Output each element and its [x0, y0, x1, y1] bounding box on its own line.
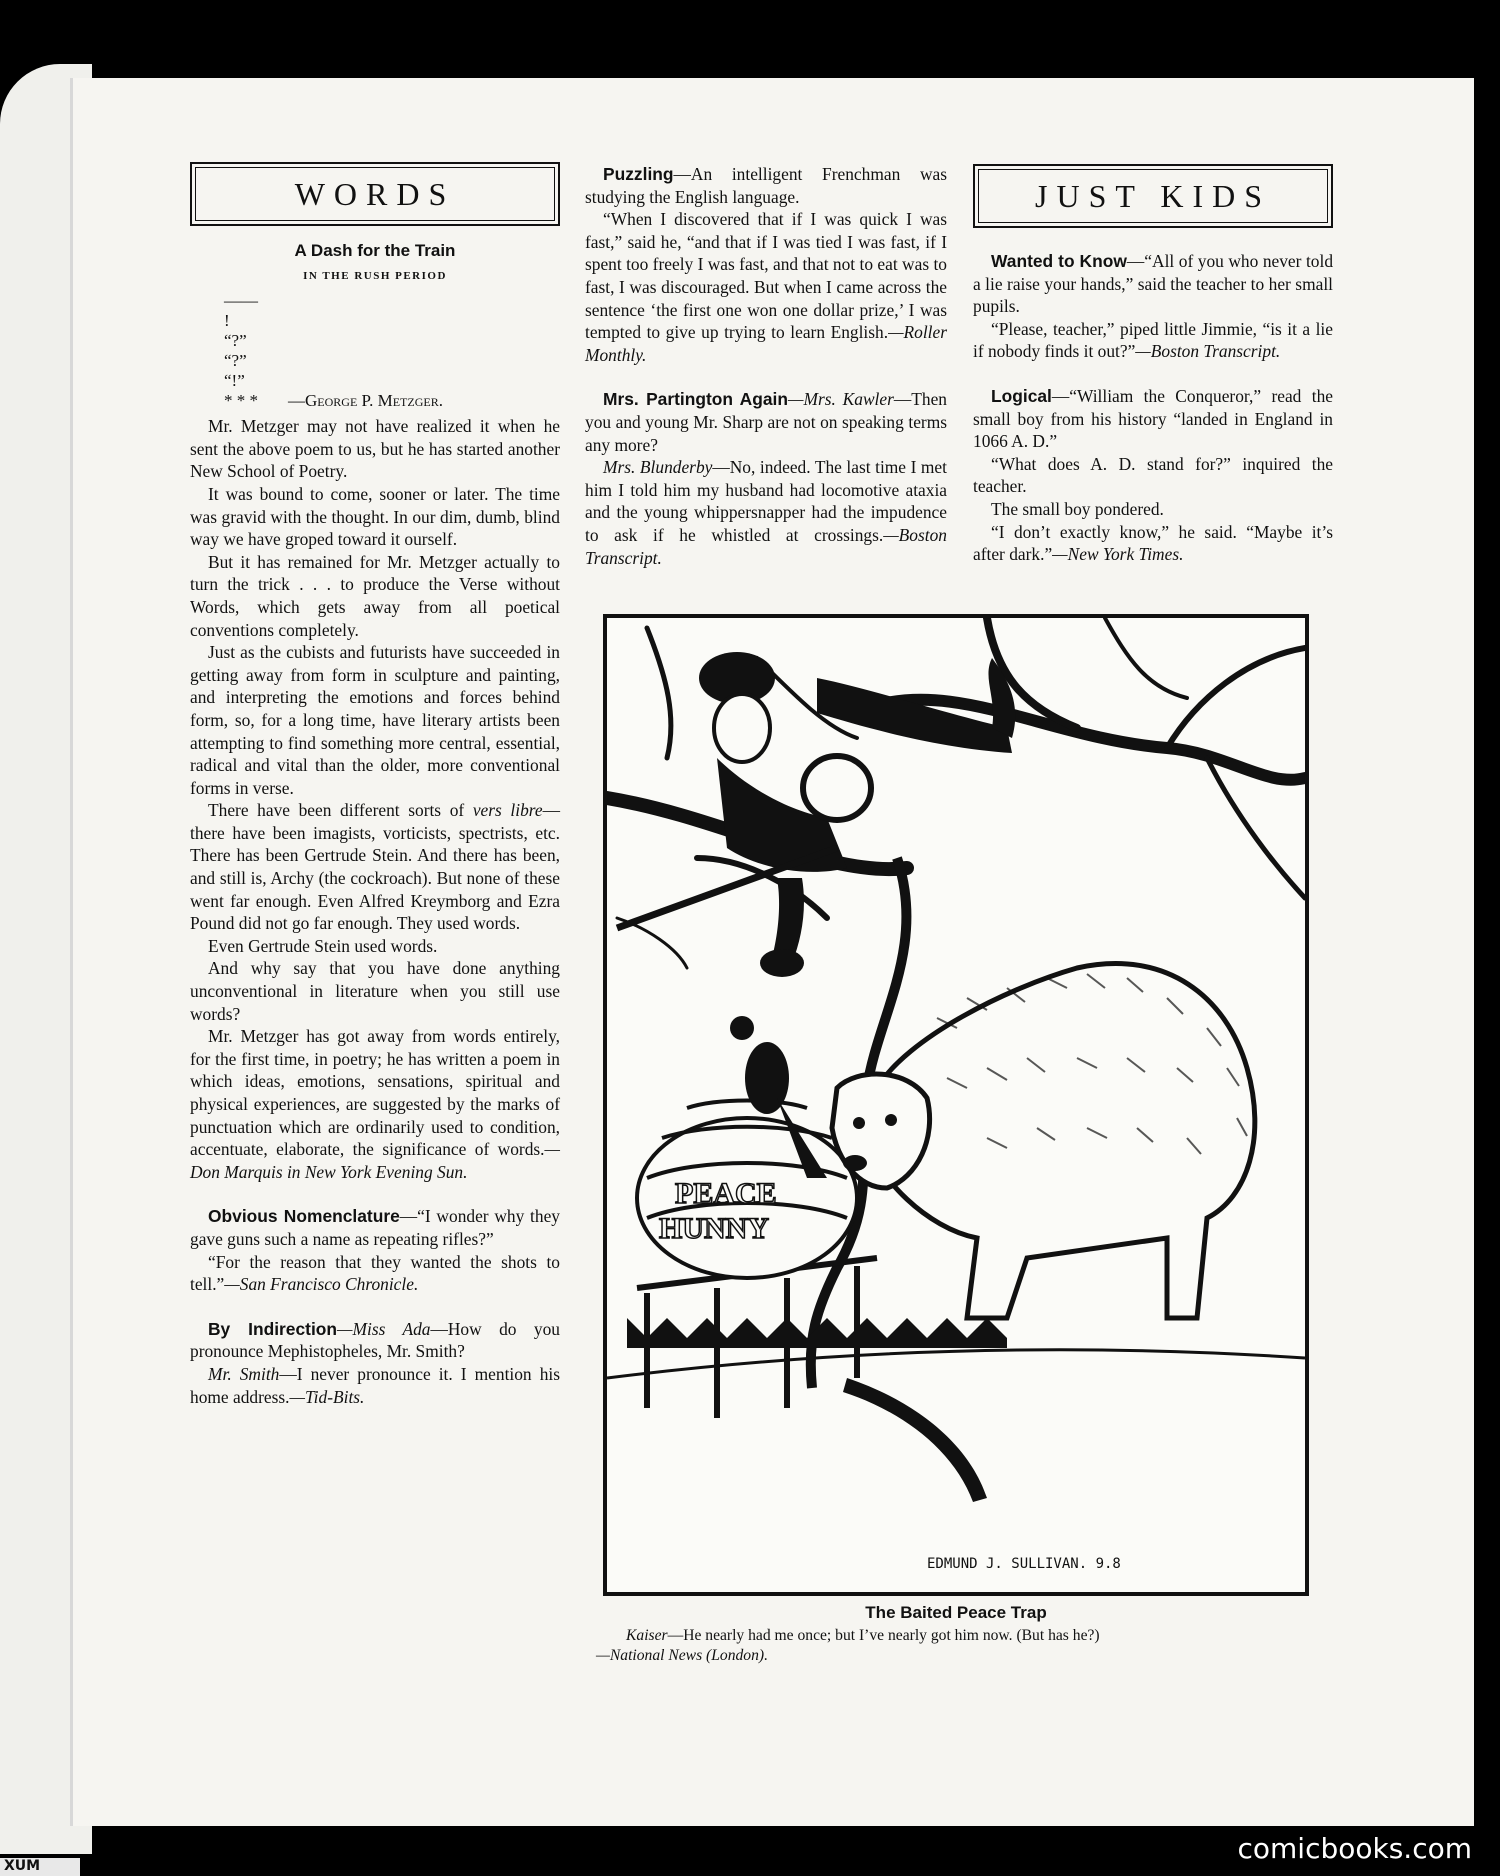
paragraph — [585, 388, 947, 456]
source-credit: —Roller Monthly. — [585, 322, 947, 365]
hive-text-peace: PEACE — [675, 1177, 777, 1210]
poem-line: “?” — [224, 351, 247, 371]
source-credit: —Don Marquis in New York Evening Sun. — [190, 1139, 560, 1182]
item-title: Obvious Nomenclature — [208, 1206, 400, 1227]
cartoon-drawing — [607, 618, 1305, 1592]
text-span: “When I discovered that if I was quick I was fast,” said he, “and that if I was tied I was fast, if I spent too freely I was fast, and that not to eat was to fast, I was discouraged. But when I came across the sentence ‘the first one won one dollar prize,’ I was tempted to give up trying to learn English. — [585, 209, 947, 343]
cartoon-caption — [596, 1626, 1316, 1666]
text-span: Mr. Metzger has got away from words entirely, for the first time, in poetry; he has written a poem in which ideas, emotions, sensations, spiritual and physical experiences, are suggested by the marks of punctuation which are ordinarily used to condition, accentuate, elaborate, the significance of words. — [190, 1026, 560, 1160]
cartoon-caption-title: The Baited Peace Trap — [865, 1603, 1047, 1622]
paragraph — [190, 1205, 560, 1250]
text-span: —Then you and young Mr. Sharp are not on speaking terms any more? — [585, 389, 947, 455]
text-span: —I never pronounce it. I mention his home address. — [190, 1363, 560, 1407]
poem-line: —— — [224, 291, 258, 311]
paragraph — [585, 163, 947, 208]
speaker: Mrs. Blunderby — [603, 457, 713, 478]
article-title: A Dash for the Train — [294, 241, 456, 260]
speaker: —Miss Ada — [337, 1318, 431, 1339]
source-credit: —San Francisco Chronicle. — [224, 1274, 419, 1295]
corner-label: XUM — [0, 1858, 80, 1876]
middle-column — [585, 163, 947, 569]
text-span: “For the reason that they wanted the shots to tell.” — [190, 1251, 560, 1295]
text-span: —there have been imagists, vorticists, spectrists, etc. There has been Gertrude Stein. And there has been, and still is, Archy (the cockroach). But none of these went far enough. Even Alfred Kreymborg and Ezra Pound did not go far enough. They used words. — [190, 800, 560, 934]
text-span: —An intelligent Frenchman was studying the English language. — [585, 164, 947, 207]
paragraph: And why say that you have done anything unconventional in literature when you still use words? — [190, 958, 560, 1024]
words-header-box — [190, 162, 560, 226]
watermark: comicbooks.com — [1237, 1832, 1472, 1865]
caption-speaker: Kaiser — [626, 1627, 668, 1644]
speaker: —Mrs. Kawler — [788, 389, 894, 410]
source-credit: —New York Times. — [1052, 544, 1184, 565]
paragraph — [190, 1363, 560, 1408]
paragraph: Mr. Metzger may not have realized it when he sent the above poem to us, but he has started another New School of Poetry. — [190, 416, 560, 482]
paragraph: Just as the cubists and futurists have succeeded in getting away from form in sculpture and painting, and interpreting the emotions and forces behind form, so, for a long time, have literary artists been attempting to find something more central, essential, radical and vital than the older, more conventional forms in verse. — [190, 642, 560, 798]
item-title: By Indirection — [208, 1318, 338, 1339]
article-kicker: IN THE RUSH PERIOD — [303, 269, 447, 282]
paragraph — [973, 250, 1333, 318]
paragraph — [585, 456, 947, 569]
text-span: —“I wonder why they gave guns such a name as repeating rifles?” — [190, 1206, 560, 1249]
caption-source: —National News (London). — [596, 1647, 768, 1664]
text-span: “Please, teacher,” piped little Jimmie, “is it a lie if nobody finds it out?” — [973, 318, 1333, 362]
text-span-italic: vers libre — [472, 800, 543, 821]
text-span: —No, indeed. The last time I met him I told him my husband had locomotive ataxia and the young whippersnapper had the impudence to ask if he whistled at crossings. — [585, 457, 947, 545]
item-title: Wanted to Know — [991, 251, 1127, 271]
paragraph — [190, 1318, 560, 1363]
item-title: Puzzling — [603, 164, 674, 184]
just-kids-header: JUST KIDS — [978, 169, 1328, 223]
poem-line: * * * — [224, 391, 258, 411]
poem-line: ! — [224, 311, 230, 331]
paragraph: It was bound to come, sooner or later. The time was gravid with the thought. In our dim, dumb, blind way we have groped toward it ourself. — [190, 483, 560, 550]
source-credit: —Boston Transcript. — [585, 524, 947, 568]
just-kids-header-box — [973, 164, 1333, 228]
right-column — [973, 164, 1333, 566]
text-span: —“William the Conqueror,” read the small boy from his history “landed in England in 1066 A. D.” — [973, 385, 1333, 452]
hive-text-hunny: HUNNY — [659, 1212, 769, 1245]
item-title: Mrs. Partington Again — [603, 389, 788, 410]
text-span: There have been different sorts of — [208, 800, 473, 821]
paragraph — [973, 318, 1333, 363]
text-span: “I don’t exactly know,” he said. “Maybe it’s after dark.” — [973, 521, 1333, 565]
source-credit: —Boston Transcript. — [1135, 341, 1281, 362]
paragraph — [973, 385, 1333, 453]
paragraph: Even Gertrude Stein used words. — [208, 935, 438, 956]
paragraph — [973, 521, 1333, 566]
poem-line: “?” — [224, 331, 247, 351]
words-header: WORDS — [195, 167, 555, 221]
item-title: Logical — [991, 385, 1052, 406]
paragraph — [190, 1025, 560, 1183]
paragraph — [585, 208, 947, 366]
poem-author: —George P. Metzger. — [288, 391, 443, 411]
caption-text: —He nearly had me once; but I’ve nearly got him now. (But has he?) — [667, 1627, 1100, 1644]
paragraph — [190, 799, 560, 935]
cartoon-illustration — [603, 614, 1309, 1596]
artist-signature: EDMUND J. SULLIVAN. 9.8 — [927, 1556, 1121, 1572]
paragraph: But it has remained for Mr. Metzger actually to turn the trick . . . to produce the Verse without Words, which gets away from all poetical conventions completely. — [190, 551, 560, 640]
text-span: —How do you pronounce Mephistopheles, Mr. Smith? — [190, 1318, 560, 1362]
text-span: —“All of you who never told a lie raise your hands,” said the teacher to her small pupils. — [973, 251, 1334, 317]
left-column — [190, 162, 560, 1408]
punctuation-poem — [224, 291, 560, 411]
paragraph: “What does A. D. stand for?” inquired the teacher. — [973, 453, 1333, 497]
paragraph: The small boy pondered. — [991, 498, 1164, 519]
speaker: Mr. Smith — [208, 1363, 280, 1384]
poem-line: “!” — [224, 371, 245, 391]
source-credit: —Tid-Bits. — [289, 1386, 365, 1407]
paragraph — [190, 1251, 560, 1296]
